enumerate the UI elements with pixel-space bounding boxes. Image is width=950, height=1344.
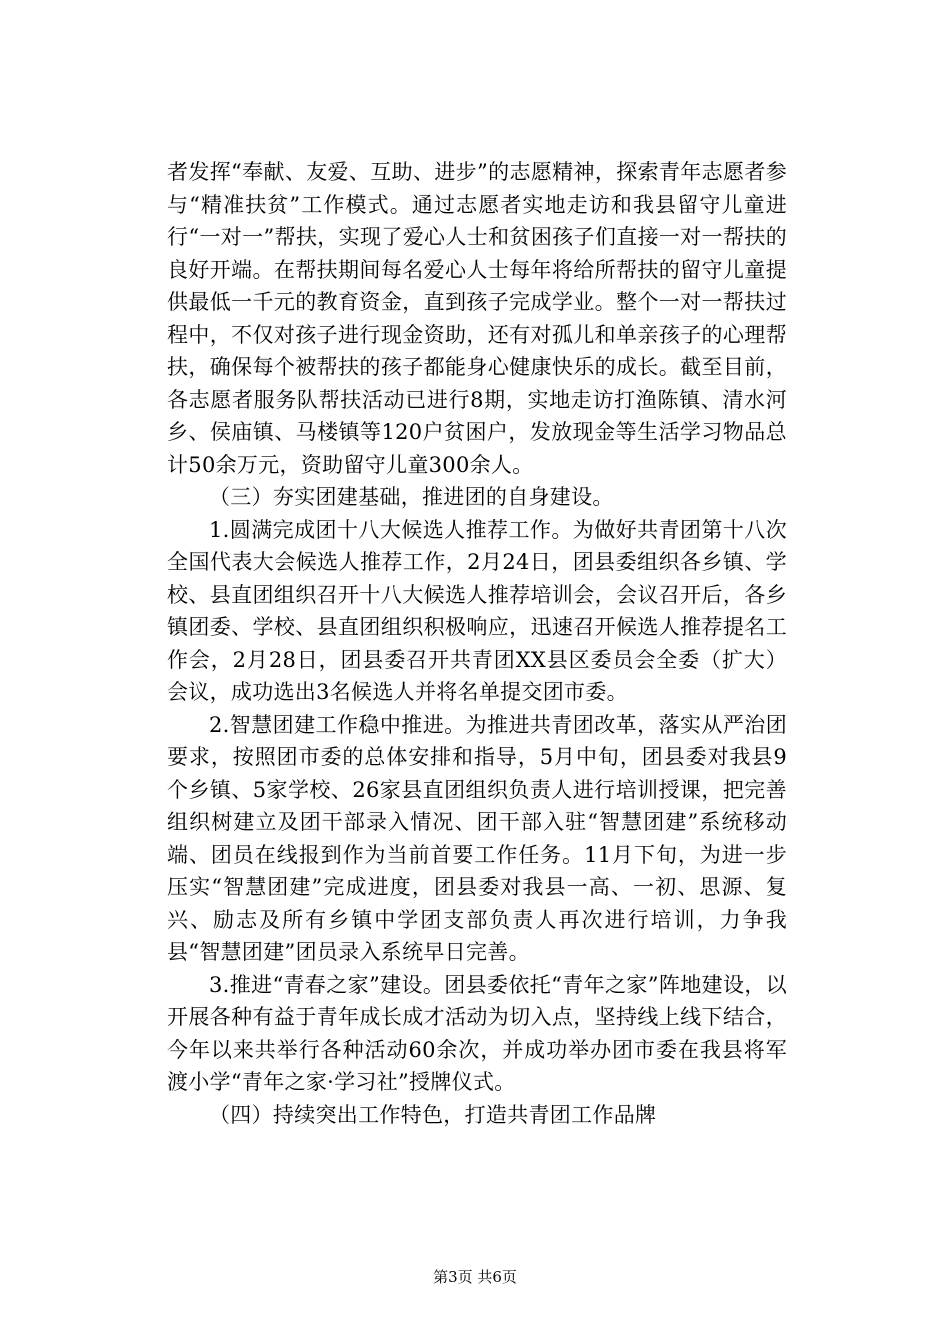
section-heading-three: （三）夯实团建基础，推进团的自身建设。 <box>209 485 614 509</box>
paragraph-smart-league-building: 2.智慧团建工作稳中推进。为推进共青团改革，落实从严治团要求，按照团市委的总体安排和指导，5月中旬，团县委对我县9个乡镇、5家学校、26家县直团组织负责人进行培训授课，把完善组织树建立及团干部录入情况、团干部入驻“智慧团建”系统移动端、团员在线报到作为当前首要工作任务。11月下旬，为进一步压实“智慧团建”完成进度，团县委对我县一高、一初、思源、复兴、励志及所有乡镇中学团支部负责人再次进行培训，力争我县“智慧团建”团员录入系统早日完善。 <box>167 712 787 964</box>
paragraph-congress-candidates: 1.圆满完成团十八大候选人推荐工作。为做好共青团第十八次全国代表大会候选人推荐工作，2月24日，团县委组织各乡镇、学校、县直团组织召开十八大候选人推荐培训会，会议召开后，各乡镇团委、学校、县直团组织积极响应，迅速召开候选人推荐提名工作会，2月28日，团县委召开共青团XX县区委员会全委（扩大）会议，成功选出3名候选人并将名单提交团市委。 <box>167 517 787 704</box>
section-heading-four: （四）持续突出工作特色，打造共青团工作品牌 <box>209 1102 657 1127</box>
document-body <box>167 156 787 1131</box>
paragraph-youth-home: 3.推进“青春之家”建设。团县委依托“青年之家”阵地建设，以开展各种有益于青年成长成才活动为切入点，坚持线上线下结合，今年以来共举行各种活动60余次，并成功举办团市委在我县将军渡小学“青年之家·学习社”授牌仪式。 <box>167 972 787 1094</box>
page-footer: 第3页 共6页 <box>433 1268 517 1286</box>
paragraph-volunteer-poverty-relief: 者发挥“奉献、友爱、互助、进步”的志愿精神，探索青年志愿者参与“精准扶贫”工作模式。通过志愿者实地走访和我县留守儿童进行“一对一”帮扶，实现了爱心人士和贫困孩子们直接一对一帮扶的良好开端。在帮扶期间每名爱心人士每年将给所帮扶的留守儿童提供最低一千元的教育资金，直到孩子完成学业。整个一对一帮扶过程中，不仅对孩子进行现金资助，还有对孤儿和单亲孩子的心理帮扶，确保每个被帮扶的孩子都能身心健康快乐的成长。截至目前，各志愿者服务队帮扶活动已进行8期，实地走访打渔陈镇、清水河乡、侯庙镇、马楼镇等120户贫困户，发放现金等生活学习物品总计50余万元，资助留守儿童300余人。 <box>167 160 787 477</box>
